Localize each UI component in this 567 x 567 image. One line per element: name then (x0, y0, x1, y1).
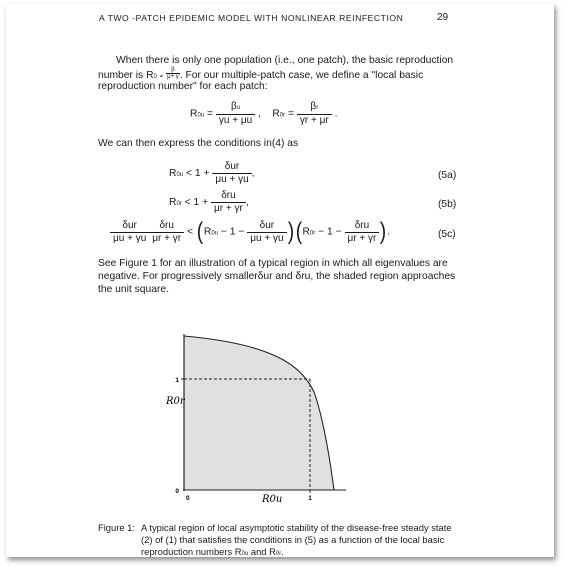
eq5a-lhs-sub: 0u (176, 172, 184, 179)
num-beta-r-sub: r (316, 105, 319, 111)
equation-5b (169, 190, 249, 215)
caption-and: and R (248, 546, 276, 557)
lhs-r0u: R (190, 108, 198, 120)
eq5c-f1-den: μu + γu (113, 232, 147, 244)
eq5c-label: (5c) (438, 229, 456, 240)
stability-region-figure (164, 330, 364, 510)
eq5c-f2-num: δru (149, 220, 184, 233)
eq5b-label: (5b) (438, 199, 457, 210)
x-tick-1: 1 (308, 495, 312, 502)
equation-5a (169, 161, 255, 186)
eq5c-f4-den: μr + γr (347, 232, 377, 244)
para2-text: We can then express the conditions in (98, 138, 272, 149)
caption-line1: A typical region of local asymptotic stability of the disease-free steady state (141, 522, 452, 533)
eq5c-f4-num: δru (345, 220, 380, 233)
caption-sub1: 0u (241, 551, 249, 557)
eq5a-rel: < 1 + (186, 168, 210, 180)
stability-region (184, 336, 334, 490)
para1-line3: reproduction number" for each patch: (98, 81, 268, 92)
x-axis-label: R0u (262, 494, 283, 505)
para3-line3: the unit square. (98, 284, 169, 295)
caption-line3 (141, 546, 284, 561)
para3-line1: See Figure 1 for an illustration of a typical region in which all eigenvalues are (98, 258, 448, 269)
den-r0u: γu + μu (218, 115, 253, 126)
eq5a-den: μu + γu (215, 174, 249, 185)
para3-text-b: , the shaded region approaches (310, 271, 456, 282)
eq-end: . (334, 108, 338, 120)
para1-eq: = (159, 74, 164, 80)
left-paren-2: ( (295, 218, 302, 245)
eq5c-t2: R (302, 226, 310, 238)
para3-and: and (272, 271, 296, 282)
eq5b-fraction (211, 190, 246, 215)
eq5c-end: . (387, 226, 391, 238)
eq5c-rel: < (186, 226, 193, 238)
para1-line1: When there is only one population (i.e., one patch), the basic reproduction (116, 55, 454, 66)
paper-page (6, 4, 554, 557)
caption-sub2: 0r (275, 551, 282, 557)
right-paren-1: ) (287, 218, 294, 245)
basic-r0-fraction: $\frac{\beta}{\mu+ \gamma}$ (167, 67, 179, 80)
num-beta-r: β (310, 101, 317, 112)
fraction-r0r (297, 101, 332, 127)
right-paren-2: ) (380, 218, 387, 245)
y-axis-label: R0r (166, 396, 185, 407)
page-number: 29 (437, 12, 449, 23)
para2-ref: (4) (271, 138, 285, 149)
eq5c-t1-sub: 0u (211, 230, 218, 237)
eq5b-rel: < 1 + (184, 197, 209, 209)
eq5c-fraction-4 (345, 220, 380, 245)
eq5c-f2-den: μr + γr (152, 232, 182, 244)
eq5a-num: δur (212, 161, 251, 174)
caption-text-a: reproduction numbers R (141, 546, 242, 557)
eq5b-lhs-sub: 0r (176, 201, 182, 208)
equation-5c (110, 218, 390, 246)
y-tick-1: 1 (175, 377, 179, 384)
eq5b-lhs: R (169, 197, 177, 209)
lhs-r0u-sub: 0u (197, 112, 205, 119)
lhs-r0r: R (272, 108, 280, 120)
left-paren-1: ( (196, 218, 204, 245)
caption-label: Figure 1: (98, 522, 135, 533)
para3-delta-ru: δru (295, 271, 311, 282)
fraction-r0u (216, 101, 255, 127)
para1-sub: 0 (153, 74, 157, 80)
eq5c-fraction-3 (247, 220, 286, 245)
eq5a-label: (5a) (438, 170, 457, 181)
eq5a-lhs: R (169, 168, 177, 180)
para1-text-b: . For our multiple-patch case, we define a "local basic (179, 70, 424, 81)
caption-line2: (2) of (1) that satisfies the conditions in (5) as a function of the local basic (141, 534, 445, 545)
den-r0r: γr + μr (299, 115, 329, 126)
eq-sep: , (258, 108, 261, 120)
local-r-equation: R0u = $\frac{\beta u}{\gamma u + \mu u}$ , R0r = $\frac{\beta r}{\gamma r + \mu r}$ . (190, 101, 338, 126)
caption-end: . (281, 546, 284, 557)
eq5c-minus-1: − 1 − (220, 226, 245, 238)
eq5c-fraction-2 (149, 220, 184, 245)
para3-delta-ur: δur (257, 271, 273, 282)
origin-y-label: 0 (175, 488, 179, 495)
para2 (98, 137, 298, 150)
num-beta-u-sub: u (236, 105, 241, 111)
para1-text-a: number is R (98, 70, 154, 81)
num-beta-u: β (230, 101, 237, 112)
eq5c-minus-2: − 1 − (318, 226, 342, 238)
para3-line2 (98, 270, 455, 283)
eq5c-f1-num: δur (110, 220, 149, 233)
eq5c-t1: R (203, 226, 212, 238)
para3-text-a: negative. For progressively smaller (98, 271, 258, 282)
eq5a-fraction (212, 161, 251, 186)
eq5b-den: μr + γr (214, 203, 243, 214)
eq5c-f3-num: δur (247, 220, 286, 233)
para2-text-b: as (284, 138, 299, 149)
origin-x-label: 0 (186, 495, 190, 502)
eq5c-t2-sub: 0r (309, 230, 316, 237)
eq5b-end: , (245, 197, 249, 209)
eq5a-end: , (251, 168, 255, 180)
lhs-r0r-sub: 0r (279, 112, 286, 119)
eq5b-num: δru (211, 190, 246, 203)
eq5c-fraction-1 (110, 220, 149, 245)
running-header: A TWO -PATCH EPIDEMIC MODEL WITH NONLINEAR REINFECTION (99, 13, 404, 23)
eq5c-f3-den: μu + γu (250, 232, 284, 244)
